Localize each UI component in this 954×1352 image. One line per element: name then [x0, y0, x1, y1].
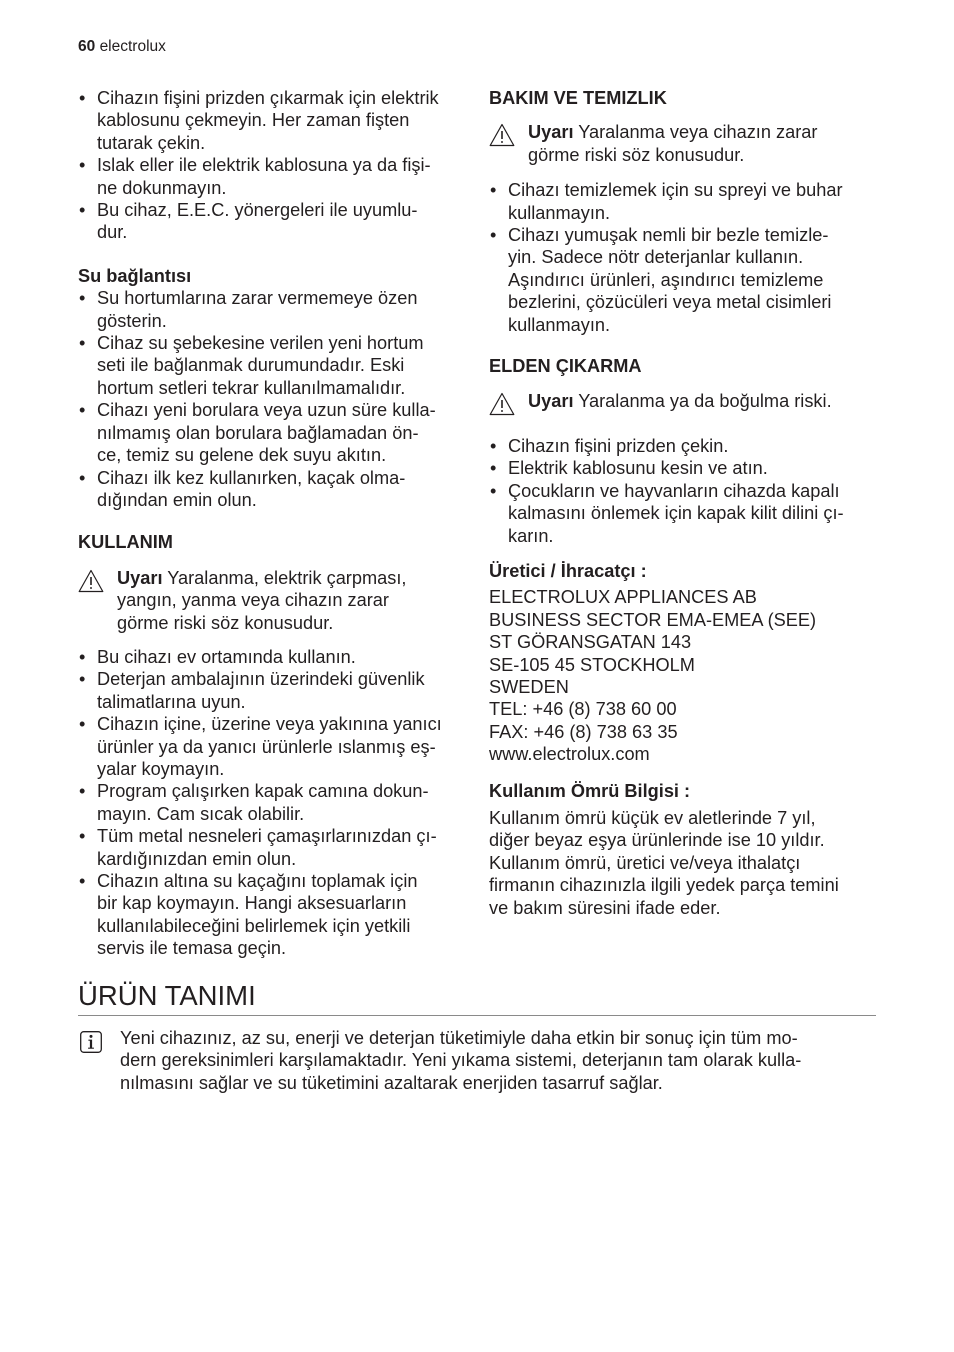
warning-label: Uyarı [528, 391, 574, 412]
list-item [78, 399, 470, 466]
text-line: kullanmayın. [508, 202, 611, 223]
text-line: Tüm metal nesneleri çamaşırlarınızdan çı- [97, 826, 437, 847]
text-line: TEL: +46 (8) 738 60 00 [489, 699, 677, 720]
text-line: Su hortumlarına zarar vermemeye özen [97, 288, 418, 309]
text-line: ürünler ya da yanıcı ürünlerle ıslanmış eş- [97, 736, 436, 757]
text-line: Cihazı yeni borulara veya uzun süre kulla- [97, 400, 436, 421]
text-line: ST GÖRANSGATAN 143 [489, 632, 692, 653]
text-line: Cihazın içine, üzerine veya yakınına yanıcı [97, 714, 442, 735]
text-line: Çocukların ve hayvanların cihazda kapalı [508, 480, 840, 501]
text-line: kablosunu çekmeyin. Her zaman fişten [97, 110, 410, 131]
info-text [78, 1027, 878, 1094]
text-line: mayın. Cam sıcak olabilir. [97, 803, 305, 824]
warning-triangle-icon [489, 392, 515, 416]
text-line: BUSINESS SECTOR EMA-EMEA (SEE) [489, 609, 817, 630]
disposal-warning-text [528, 390, 881, 412]
disposal-warning [489, 390, 881, 412]
text-line: karın. [508, 525, 554, 546]
list-item [78, 825, 470, 870]
list-item [489, 457, 881, 479]
warning-triangle-icon [78, 569, 104, 593]
care-warning [489, 121, 881, 166]
warning-label: Uyarı [117, 567, 163, 588]
usage-warning-text [117, 567, 470, 634]
list-item [78, 713, 470, 780]
text-line: Cihazın fişini prizden çekin. [508, 435, 729, 456]
list-item [489, 435, 881, 457]
usage-bullet-list [78, 646, 470, 960]
text-line: Kullanım ömrü küçük ev aletlerinde 7 yıl, [489, 807, 816, 828]
lifetime-title: Kullanım Ömrü Bilgisi : [489, 780, 691, 801]
text-line: gösterin. [97, 310, 167, 331]
text-line: Aşındırıcı ürünleri, aşındırıcı temizleme [508, 269, 824, 290]
text-line: ELECTROLUX APPLIANCES AB [489, 587, 757, 608]
text-line: diğer beyaz eşya ürünlerinde ise 10 yıldır. [489, 830, 825, 851]
text-line: nılmasını sağlar ve su tüketimini azaltarak enerjiden tasarruf sağlar. [120, 1072, 663, 1093]
text-line: kullanmayın. [508, 314, 611, 335]
care-warning-text [528, 121, 881, 166]
list-item [78, 199, 470, 244]
text-line: bezlerini, çözücüleri veya metal cisimleri [508, 292, 832, 313]
text-line: kalmasını önlemek için kapak kilit dilini çı- [508, 503, 844, 524]
text-line: kardığınızdan emin olun. [97, 848, 297, 869]
care-bullet-list [489, 179, 881, 336]
product-description-section [78, 979, 876, 1016]
text-line: yangın, yanma veya cihazın zarar [117, 590, 389, 611]
text-line: görme riski söz konusudur. [528, 144, 745, 165]
text-line: Cihazın altına su kaçağını toplamak için [97, 871, 418, 891]
text-line: Elektrik kablosunu kesin ve atın. [508, 458, 768, 479]
text-line: dur. [97, 222, 128, 243]
care-heading: BAKIM VE TEMIZLIK [489, 88, 667, 108]
text-line: yalar koymayın. [97, 758, 225, 779]
list-item [489, 224, 881, 336]
text-line: seti ile bağlanmak durumundadır. Eski [97, 355, 405, 376]
text-line: Kullanım ömrü, üretici ve/veya ithalatçı [489, 852, 801, 873]
list-item [78, 154, 470, 199]
text-line: hortum setleri tekrar kullanılmamalıdır. [97, 377, 406, 398]
list-item [78, 332, 470, 399]
list-item [78, 780, 470, 825]
info-note [78, 1027, 878, 1094]
text-line: dern gereksinimleri karşılamaktadır. Yeni yıkama sistemi, deterjanın tam olarak kulla- [120, 1050, 802, 1071]
text-line: nılmamış olan borulara bağlamadan ön- [97, 422, 419, 443]
text-line: Yaralanma veya cihazın zarar [573, 122, 818, 143]
text-line: Yaralanma ya da boğulma riski. [573, 391, 832, 412]
list-item [78, 668, 470, 713]
text-line: görme riski söz konusudur. [117, 612, 334, 633]
left-column [78, 87, 470, 960]
text-line: Cihaz su şebekesine verilen yeni hortum [97, 333, 424, 354]
text-line: Bu cihazı ev ortamında kullanın. [97, 646, 356, 667]
text-line: Cihazı yumuşak nemli bir bezle temizle- [508, 225, 829, 246]
disposal-heading: ELDEN ÇIKARMA [489, 356, 642, 377]
page-header [78, 37, 166, 57]
text-line: Bu cihaz, E.E.C. yönergeleri ile uyumlu- [97, 200, 418, 221]
text-line: bir kap koymayın. Hangi aksesuarların [97, 893, 407, 914]
list-item [78, 87, 470, 154]
list-item [78, 646, 470, 668]
list-item [489, 179, 881, 224]
brand-name: electrolux [99, 38, 166, 55]
list-item [489, 480, 881, 547]
text-line: Cihazı temizlemek için su spreyi ve buhar [508, 180, 843, 201]
text-line: ne dokunmayın. [97, 177, 227, 198]
warning-triangle-icon [489, 123, 515, 147]
text-line: FAX: +46 (8) 738 63 35 [489, 721, 678, 742]
usage-warning [78, 567, 470, 634]
text-line: firmanın cihazınızla ilgili yedek parça temini [489, 875, 839, 896]
text-line: Yeni cihazınız, az su, enerji ve deterjan tüketimiyle daha etkin bir sonuç için tüm mo- [120, 1028, 798, 1048]
manufacturer-title: Üretici / İhracatçı : [489, 560, 647, 581]
text-line: Yaralanma, elektrik çarpması, [162, 567, 407, 588]
text-line: ve bakım süresini ifade eder. [489, 897, 721, 918]
warning-label: Uyarı [528, 122, 574, 143]
text-line: www.electrolux.com [489, 744, 650, 765]
disposal-bullet-list [489, 435, 881, 547]
text-line: tutarak çekin. [97, 132, 206, 153]
text-line: talimatlarına uyun. [97, 691, 246, 712]
manufacturer-address [489, 586, 881, 765]
lifetime-text [489, 807, 881, 919]
usage-heading: KULLANIM [78, 532, 173, 553]
text-line: Cihazı ilk kez kullanırken, kaçak olma- [97, 467, 406, 488]
text-line: Deterjan ambalajının üzerindeki güvenlik [97, 669, 425, 690]
text-line: Cihazın fişini prizden çıkarmak için elektrik [97, 88, 439, 108]
list-item [78, 870, 470, 960]
list-item [78, 467, 470, 512]
text-line: ce, temiz su gelene dek suyu akıtın. [97, 445, 387, 466]
right-column [489, 87, 881, 919]
intro-bullet-list [78, 87, 470, 244]
water-bullet-list [78, 287, 470, 511]
list-item [78, 287, 470, 332]
text-line: servis ile temasa geçin. [97, 938, 287, 959]
text-line: SWEDEN [489, 676, 569, 697]
text-line: yin. Sadece nötr deterjanlar kullanın. [508, 247, 804, 268]
text-line: Program çalışırken kapak camına dokun- [97, 781, 429, 802]
section-title: ÜRÜN TANIMI [78, 979, 876, 1016]
text-line: Islak eller ile elektrik kablosuna ya da fişi- [97, 155, 431, 176]
text-line: kullanılabileceğini belirlemek için yetkili [97, 915, 411, 936]
text-line: dığından emin olun. [97, 489, 257, 510]
page-number: 60 [78, 38, 96, 55]
water-connection-title: Su bağlantısı [78, 265, 192, 286]
text-line: SE-105 45 STOCKHOLM [489, 654, 695, 675]
info-icon [80, 1031, 102, 1053]
